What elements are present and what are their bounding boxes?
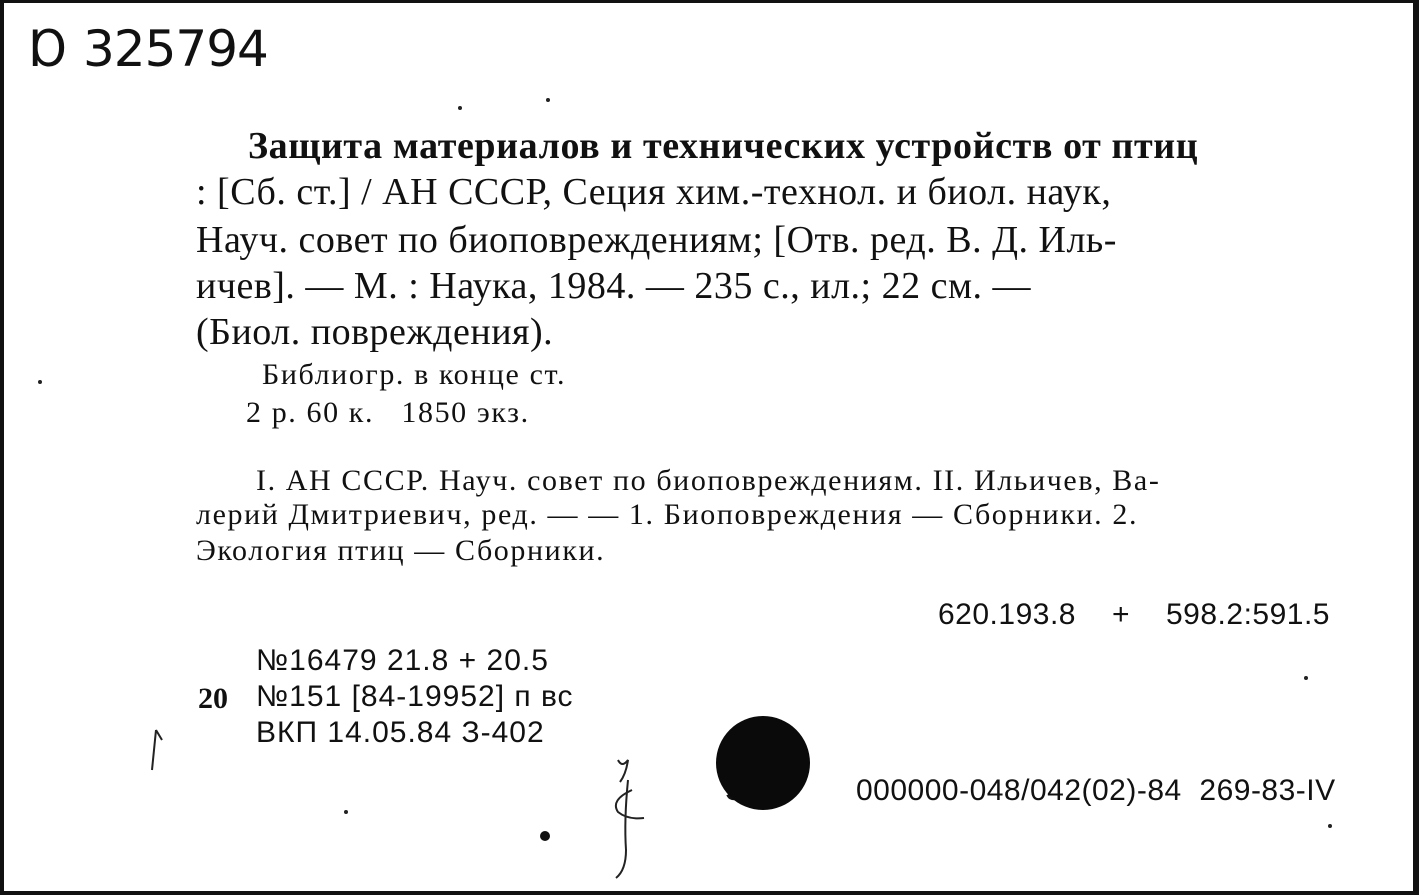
- tracing-line-2: лерий Дмитриевич, ред. — — 1. Биоповреждения — Сборники. 2.: [196, 498, 1139, 531]
- card-meta-number: 20: [198, 682, 228, 715]
- note-bibliography: Библиогр. в конце ст.: [262, 358, 567, 391]
- card-meta-line-1: №16479 21.8 + 20.5: [256, 644, 549, 677]
- handwritten-shelf-code: Ɒ 325794: [30, 20, 268, 78]
- body-line-4: (Биол. повреждения).: [196, 311, 554, 353]
- udc-plus: +: [1111, 598, 1130, 631]
- udc-right: 598.2:591.5: [1166, 598, 1330, 631]
- udc-left: 620.193.8: [938, 598, 1076, 631]
- body-line-3: ичев]. — М. : Наука, 1984. — 235 с., ил.; 22 см. —: [196, 265, 1032, 307]
- note-price-print-run: 2 р. 60 к. 1850 экз.: [246, 396, 530, 429]
- card-meta-line-2: №151 [84-19952] п вс: [256, 680, 574, 713]
- tracing-line-1: I. АН СССР. Науч. совет по биоповреждениям. II. Ильичев, Ва-: [256, 464, 1161, 497]
- body-line-1: : [Сб. ст.] / АН СССР, Сеция хим.-технол. и биол. наук,: [196, 171, 1112, 213]
- isbn-suffix: 000000-048/042(02)-84 269-83-IV: [855, 774, 1336, 807]
- card-meta-line-3: ВКП 14.05.84 З-402: [256, 716, 545, 749]
- body-line-2: Науч. совет по биоповреждениям; [Отв. ред. В. Д. Иль-: [196, 219, 1117, 261]
- tracing-line-3: Экология птиц — Сборники.: [196, 534, 606, 567]
- card-title: Защита материалов и технических устройств от птиц: [248, 125, 1199, 167]
